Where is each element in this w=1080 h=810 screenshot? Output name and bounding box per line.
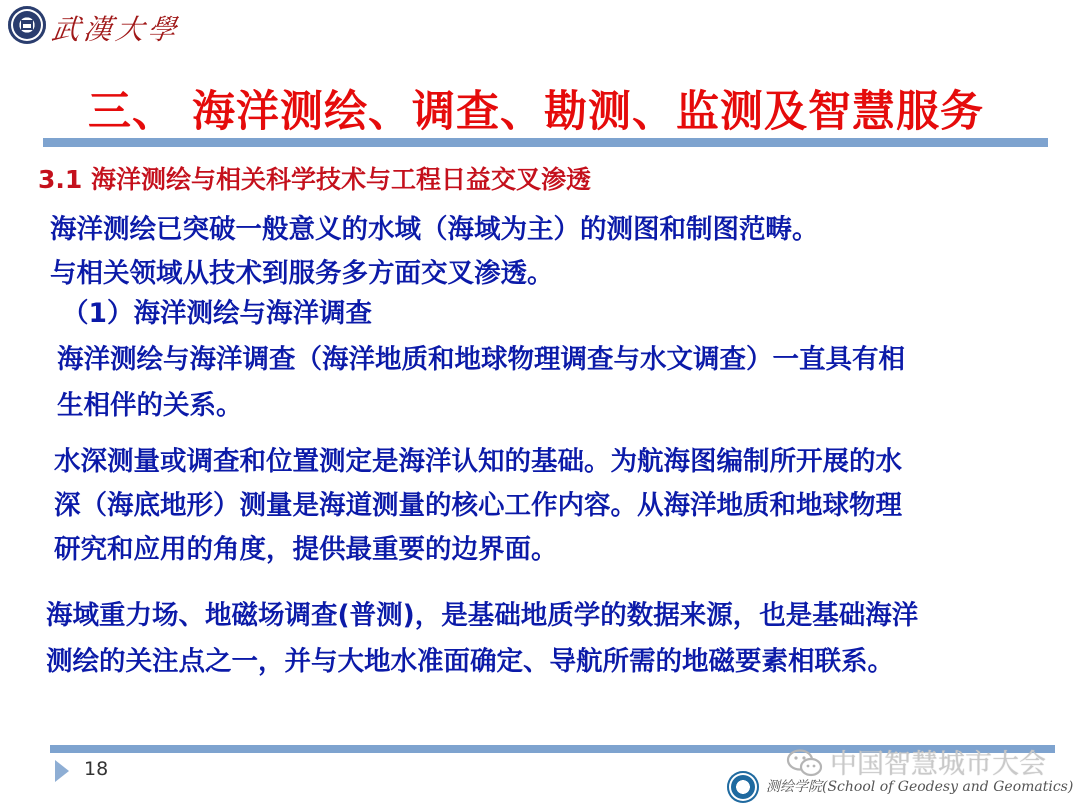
paragraph-3-line-2: 测绘的关注点之一，并与大地水准面确定、导航所需的地磁要素相联系。 — [46, 646, 894, 677]
title-divider — [43, 138, 1048, 147]
paragraph-1-line-1: 海洋测绘与海洋调查（海洋地质和地球物理调查与水文调查）一直具有相 — [57, 344, 905, 375]
page-title: 三、 海洋测绘、调查、勘测、监测及智慧服务 — [88, 87, 984, 137]
wechat-icon — [786, 748, 824, 778]
item-heading: （1）海洋测绘与海洋调查 — [62, 298, 372, 329]
university-logo-text: 武漢大學 — [49, 13, 183, 46]
school-seal-icon — [727, 771, 759, 803]
school-name: 测绘学院(School of Geodesy and Geomatics) — [766, 779, 1074, 795]
section-subtitle: 3.1 海洋测绘与相关科学技术与工程日益交叉渗透 — [38, 165, 591, 194]
page-number: 18 — [84, 758, 109, 780]
intro-line-1: 海洋测绘已突破一般意义的水域（海域为主）的测图和制图范畴。 — [50, 214, 819, 245]
play-triangle-icon — [55, 760, 69, 782]
paragraph-3-line-1: 海域重力场、地磁场调查(普测)，是基础地质学的数据来源，也是基础海洋 — [46, 600, 919, 631]
paragraph-2-line-3: 研究和应用的角度，提供最重要的边界面。 — [54, 534, 558, 565]
watermark-text: 中国智慧城市大会 — [830, 749, 1046, 780]
paragraph-1-line-2: 生相伴的关系。 — [57, 390, 243, 421]
university-seal-icon — [8, 6, 46, 44]
paragraph-2-line-1: 水深测量或调查和位置测定是海洋认知的基础。为航海图编制所开展的水 — [54, 446, 902, 477]
intro-line-2: 与相关领域从技术到服务多方面交叉渗透。 — [50, 258, 554, 289]
paragraph-2-line-2: 深（海底地形）测量是海道测量的核心工作内容。从海洋地质和地球物理 — [54, 490, 902, 521]
